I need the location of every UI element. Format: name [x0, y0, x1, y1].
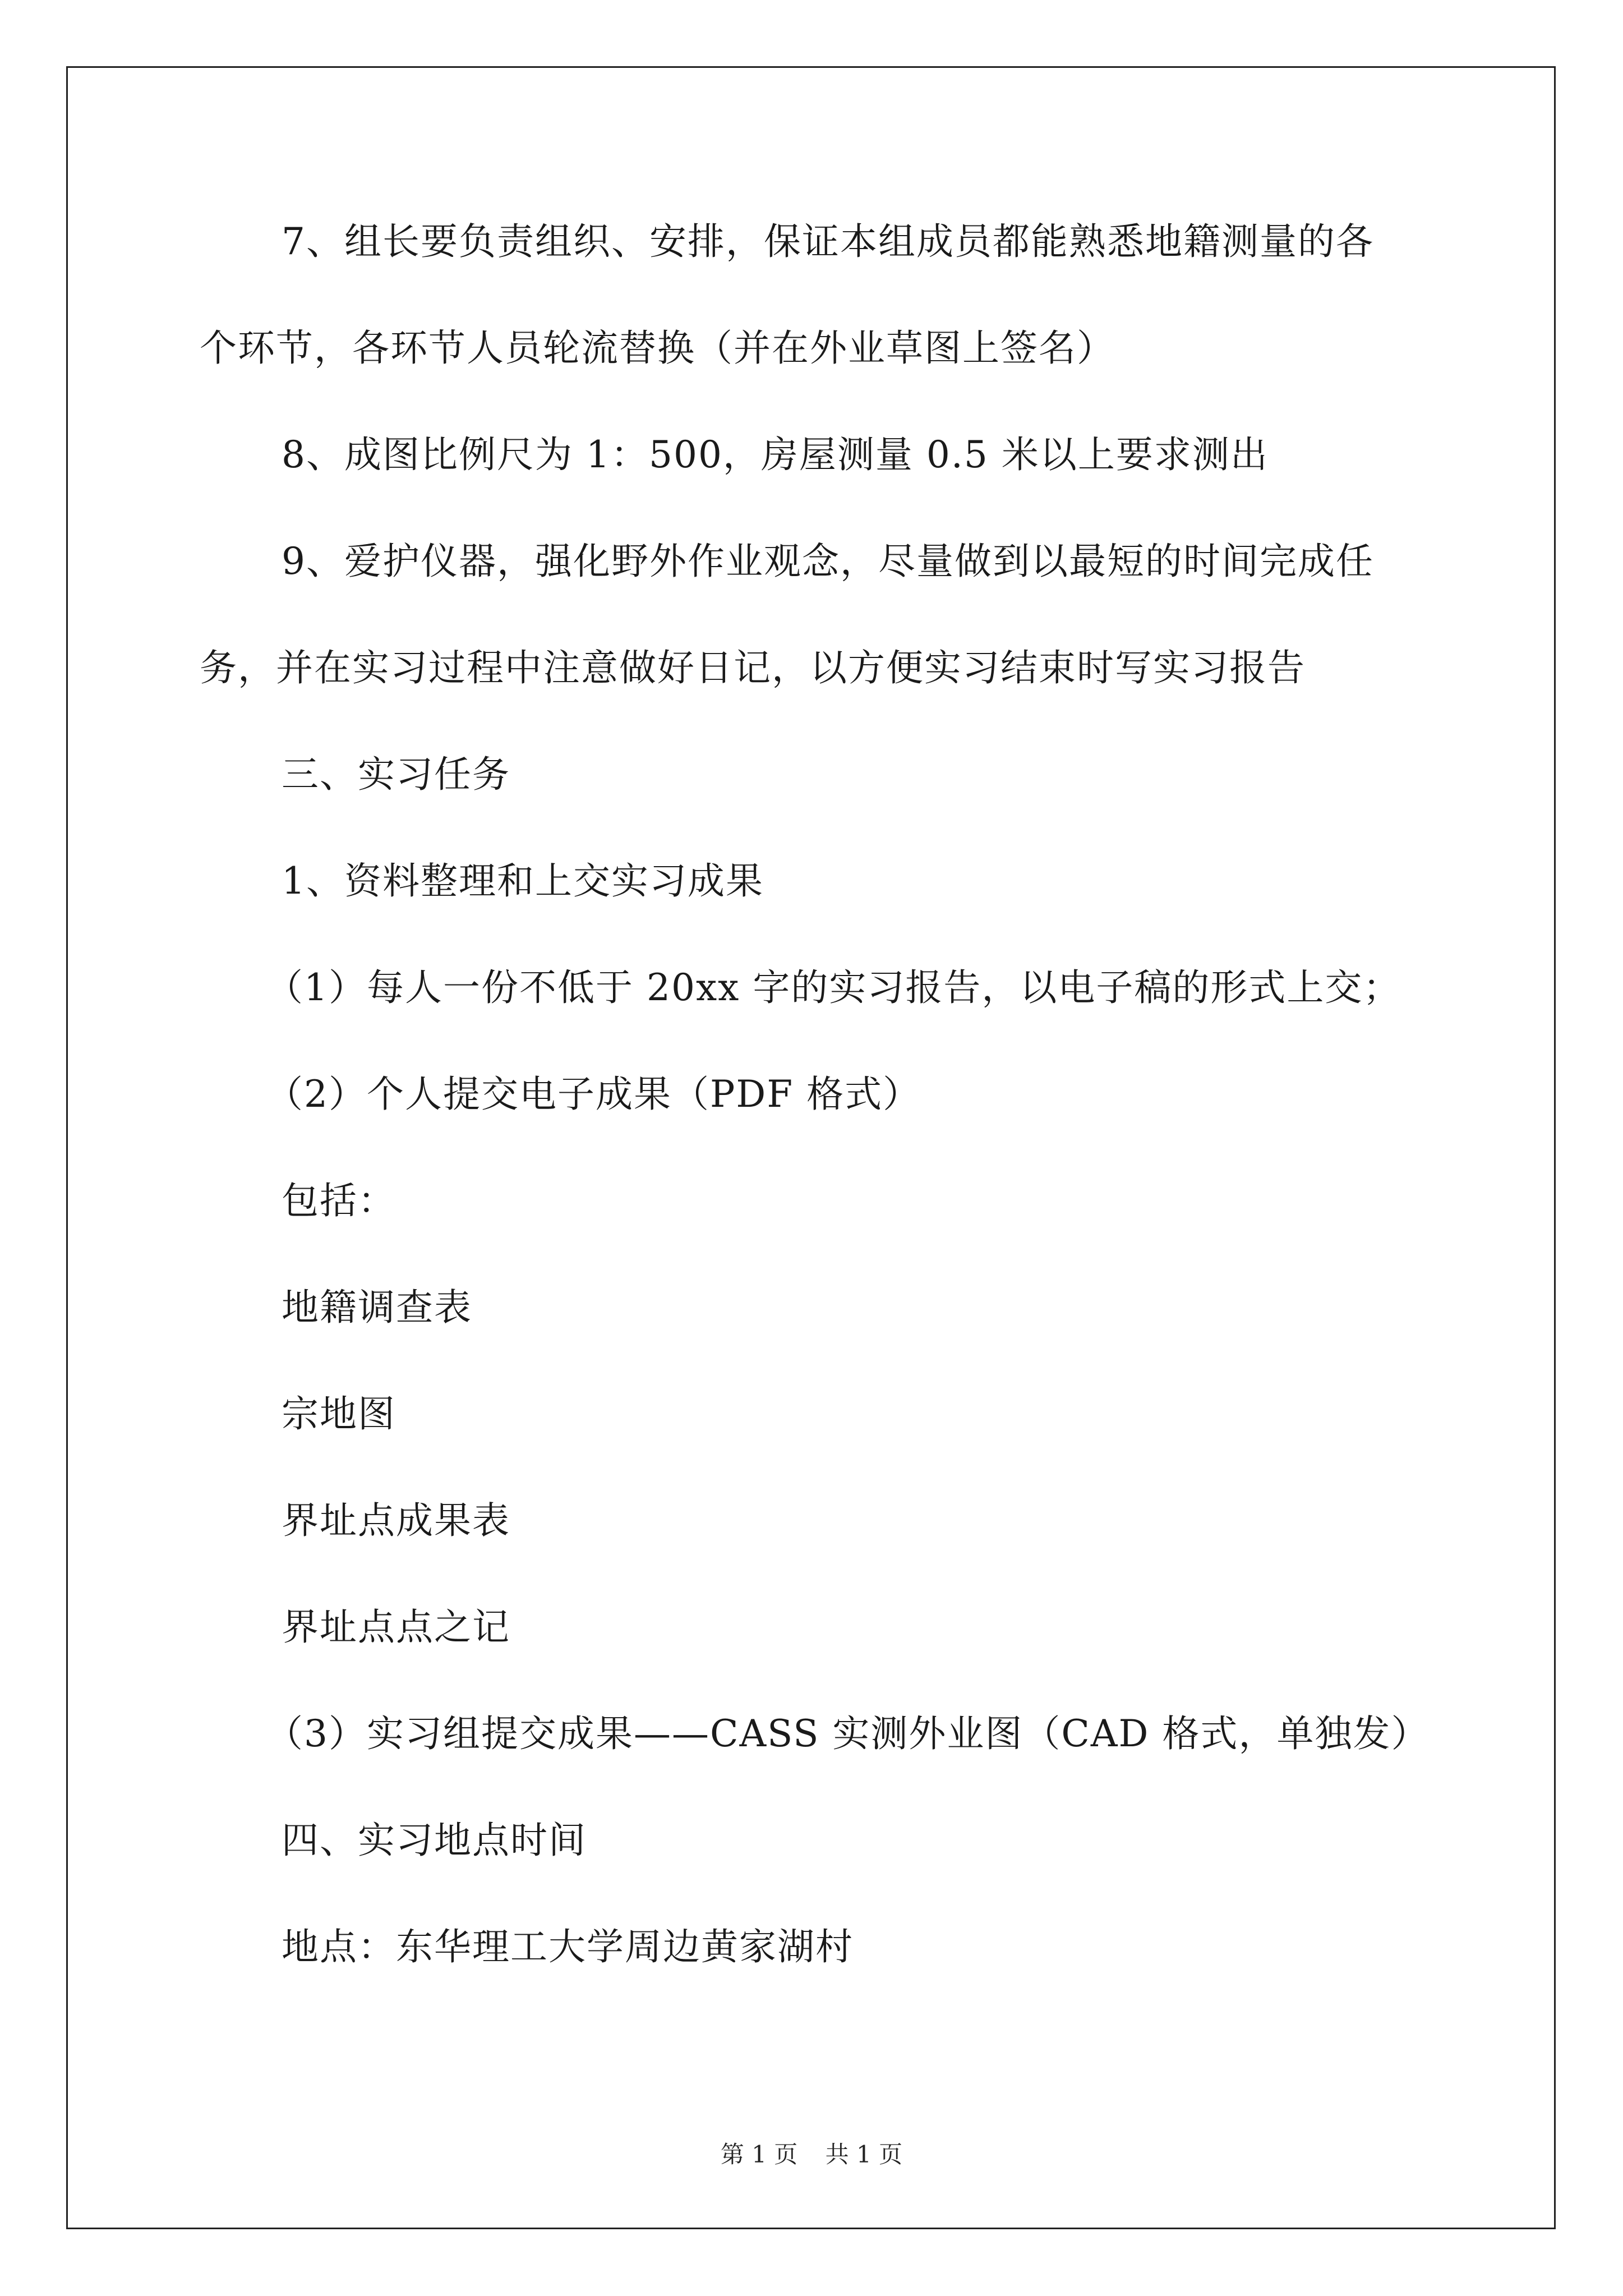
task-item-3: （3）实习组提交成果——CASS 实测外业图（CAD 格式，单独发） — [266, 1712, 1430, 1755]
list-item-boundary-point-table: 界址点成果表 — [282, 1499, 510, 1542]
task-heading-1: 1、资料整理和上交实习成果 — [282, 859, 764, 903]
list-item-boundary-point-record: 界址点点之记 — [282, 1605, 510, 1649]
paragraph-item-7-line2: 个环节，各环节人员轮流替换（并在外业草图上签名） — [200, 326, 1115, 370]
page-border — [66, 66, 1556, 2229]
paragraph-item-7-line1: 7、组长要负责组织、安排，保证本组成员都能熟悉地籍测量的各 — [282, 220, 1374, 263]
list-item-parcel-map: 宗地图 — [282, 1392, 396, 1435]
task-item-2: （2）个人提交电子成果（PDF 格式） — [266, 1073, 921, 1116]
includes-label: 包括： — [282, 1179, 396, 1222]
list-item-cadastral-survey-table: 地籍调查表 — [282, 1286, 472, 1329]
page-number-current: 第 1 页 — [720, 2141, 798, 2168]
paragraph-item-9-line2: 务，并在实习过程中注意做好日记，以方便实习结束时写实习报告 — [200, 646, 1306, 689]
task-item-1: （1）每人一份不低于 20xx 字的实习报告，以电子稿的形式上交； — [266, 966, 1401, 1009]
section-heading-tasks: 三、实习任务 — [282, 753, 510, 796]
section-heading-location-time: 四、实习地点时间 — [282, 1819, 587, 1862]
paragraph-item-9-line1: 9、爱护仪器，强化野外作业观念，尽量做到以最短的时间完成任 — [282, 540, 1374, 583]
page-footer — [0, 2136, 1623, 2170]
location-line: 地点：东华理工大学周边黄家湖村 — [282, 1925, 854, 1968]
page-number-total: 共 1 页 — [825, 2141, 903, 2168]
paragraph-item-8: 8、成图比例尺为 1：500，房屋测量 0.5 米以上要求测出 — [282, 433, 1269, 476]
